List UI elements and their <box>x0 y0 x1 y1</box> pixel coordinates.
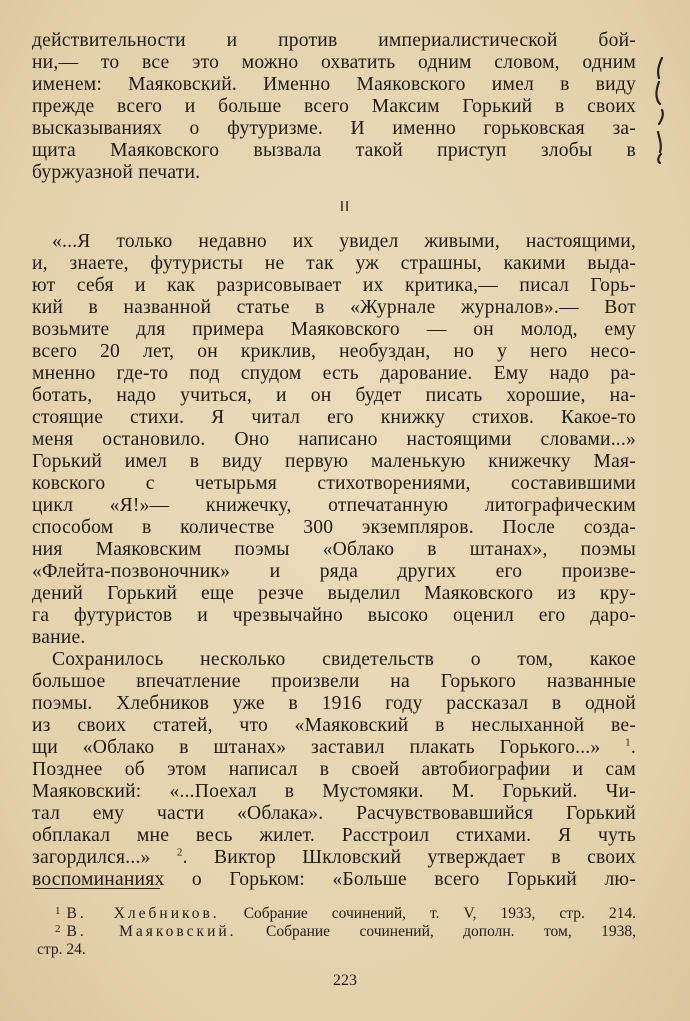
text-line: Маяковский: «...Поехал в Мустомяки. М. Горький. Чи- <box>32 781 636 802</box>
footnote-2-continuation: стр. 24. <box>37 941 86 958</box>
text-line: «Флейта-позвоночник» и ряда других его произве- <box>32 561 636 582</box>
text-line: дений Горький еще резче выделил Маяковского из кру- <box>32 583 636 604</box>
text-line: кий в названной статье в «Журнале журналов».— Вот <box>32 297 636 318</box>
text-line: ния Маяковским поэмы «Облако в штанах», поэмы <box>32 539 636 560</box>
margin-pencil-mark <box>650 52 672 164</box>
footnote-text: Собрание сочинений, дополн. том, 1938, <box>265 923 637 940</box>
text-line: мненно где-то под спудом есть дарование. Ему надо ра- <box>32 363 636 384</box>
text-fragment: щи «Облако в штанах» заставил плакать Горького...» <box>32 737 601 758</box>
footnote-ref: 2 <box>176 846 183 859</box>
footnote-marker: 2 <box>55 923 61 935</box>
text-line: цикл «Я!»— книжечку, отпечатанную литографическим <box>32 495 636 516</box>
text-line: воспоминаниях о Горьком: «Больше всего Горький лю- <box>32 869 636 890</box>
text-line: ни,— то все это можно охватить одним словом, одним <box>32 52 636 73</box>
text-line: из своих статей, что «Маяковский в неслыханной ве- <box>32 715 636 736</box>
text-line: буржуазной печати. <box>32 162 201 183</box>
footnote-marker: 1 <box>55 905 61 917</box>
text-line: обплакал мне весь жилет. Расстроил стихами. Я чуть <box>32 825 636 846</box>
text-line: Позднее об этом написал в своей автобиографии и сам <box>32 759 636 780</box>
section-number: II <box>339 198 351 215</box>
text-line <box>32 847 636 869</box>
text-line: высказываниях о футуризме. И именно горьковская за- <box>32 118 636 139</box>
text-line: га футуристов и чрезвычайно высоко оценил его даро- <box>32 605 636 626</box>
text-line: большое впечатление произвели на Горького названные <box>32 671 636 692</box>
footnote-2 <box>55 923 636 942</box>
text-line: прежде всего и больше всего Максим Горький в своих <box>32 96 636 117</box>
text-line: щи «Облако в штанах» заставил плакать Горького...» $^1$. <box>32 736 636 758</box>
footnote-text: Собрание сочинений, т. V, 1933, стр. 214. <box>243 905 637 922</box>
text-line: вание. <box>32 627 86 648</box>
text-line: «...Я только недавно их увидел живыми, настоящими, <box>52 231 636 252</box>
page-number: 223 <box>333 972 357 989</box>
text-line: ботать, надо учиться, и он будет писать хорошие, на- <box>32 385 636 406</box>
text-line: возьмите для примера Маяковского — он молод, ему <box>32 319 636 340</box>
text-line: Сохранилось несколько свидетельств о том, какое <box>52 649 636 670</box>
text-line: щита Маяковского вызвала такой приступ злобы в <box>32 140 636 161</box>
text-line: ют себя и как разрисовывает их критика,— писал Горь- <box>32 275 636 296</box>
footnote-divider <box>35 888 160 889</box>
text-line: и, знаете, футуристы не так уж страшны, какими выда- <box>32 253 636 274</box>
footnote-author: В. Хлебников. <box>66 905 220 922</box>
text-line: Горький имел в виду первую маленькую книжечку Мая- <box>32 451 636 472</box>
text-fragment: загордился...» <box>32 847 151 868</box>
text-line: меня остановило. Оно написано настоящими словами...» <box>32 429 636 450</box>
text-fragment: . Виктор Шкловский утверждает в своих <box>182 847 636 868</box>
text-line: действительности и против империалистической бой- <box>32 30 636 51</box>
footnote-author: В. Маяковский. <box>66 923 237 940</box>
text-line: поэмы. Хлебников уже в 1916 году рассказал в одной <box>32 693 636 714</box>
text-line: стоящие стихи. Я читал его книжку стихов. Какое-то <box>32 407 636 428</box>
text-line: всего 20 лет, он криклив, необуздан, но у него несо- <box>32 341 636 362</box>
footnote-ref: 1 <box>625 736 631 749</box>
text-line: именем: Маяковский. Именно Маяковского имел в виду <box>32 74 636 95</box>
text-line: ковского с четырьмя стихотворениями, составившими <box>32 473 636 494</box>
footnote-1 <box>55 905 636 924</box>
text-line: тал ему части «Облака». Расчувствовавшийся Горький <box>32 803 636 824</box>
text-line: способом в количестве 300 экземпляров. После созда- <box>32 517 636 538</box>
